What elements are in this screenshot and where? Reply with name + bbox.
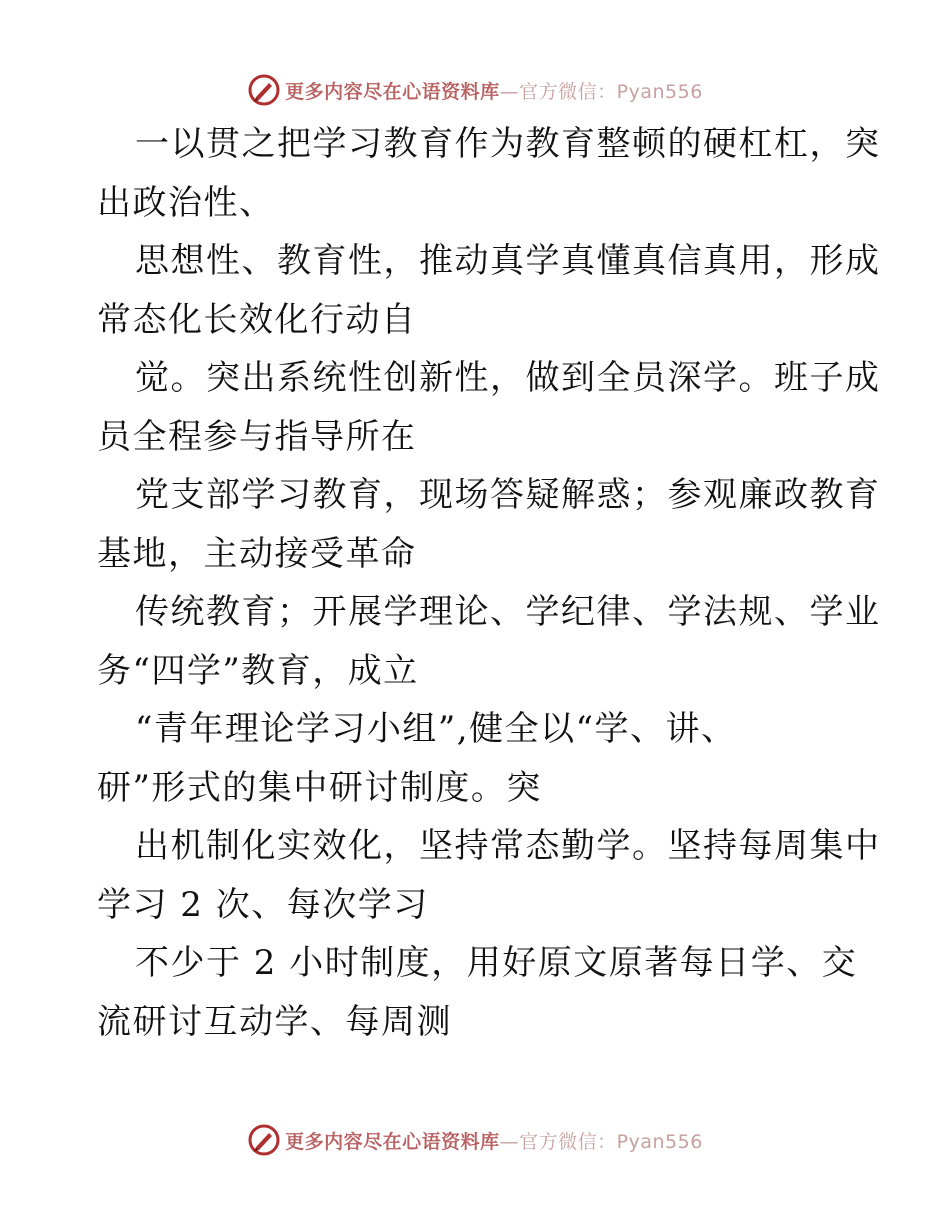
text-line: 基地，主动接受革命 <box>97 533 417 574</box>
header-watermark <box>0 70 950 110</box>
text-line: 思想性、教育性，推动真学真懂真信真用，形成 <box>135 241 881 281</box>
watermark-rest: —官方微信：Pyan556 <box>499 80 703 103</box>
text-line: 学习 2 次、每次学习 <box>97 884 429 925</box>
text-line: 员全程参与指导所在 <box>97 416 417 457</box>
text-line: 出机制化实效化，坚持常态勤学。坚持每周集中 <box>135 826 881 866</box>
watermark-rest: —官方微信：Pyan556 <box>499 1130 703 1153</box>
text-line: 流研讨互动学、每周测 <box>97 1001 452 1042</box>
text-line: 不少于 2 小时制度，用好原文原著每日学、交 <box>135 943 858 983</box>
footer-watermark <box>0 1120 950 1160</box>
watermark-text <box>285 1127 703 1154</box>
text-line: 党支部学习教育，现场答疑解惑；参观廉政教育 <box>135 475 881 515</box>
text-line: 常态化长效化行动自 <box>97 299 417 340</box>
text-line: 务“四学”教育，成立 <box>97 650 419 691</box>
text-line: 传统教育；开展学理论、学纪律、学法规、学业 <box>135 592 881 632</box>
watermark-lead: 更多内容尽在心语资料库 <box>285 80 500 103</box>
watermark-lead: 更多内容尽在心语资料库 <box>285 1130 500 1153</box>
text-line: 一以贯之把学习教育作为教育整顿的硬杠杠，突 <box>135 124 881 164</box>
pen-circle-logo-icon <box>247 1123 281 1157</box>
text-line: 研”形式的集中研讨制度。突 <box>97 767 542 808</box>
document-body <box>97 115 881 1051</box>
text-line: “青年理论学习小组”,健全以“学、讲、 <box>135 709 737 749</box>
pen-circle-logo-icon <box>247 73 281 107</box>
watermark-text <box>285 77 703 104</box>
text-line: 觉。突出系统性创新性，做到全员深学。班子成 <box>135 358 881 398</box>
text-line: 出政治性、 <box>97 182 275 223</box>
